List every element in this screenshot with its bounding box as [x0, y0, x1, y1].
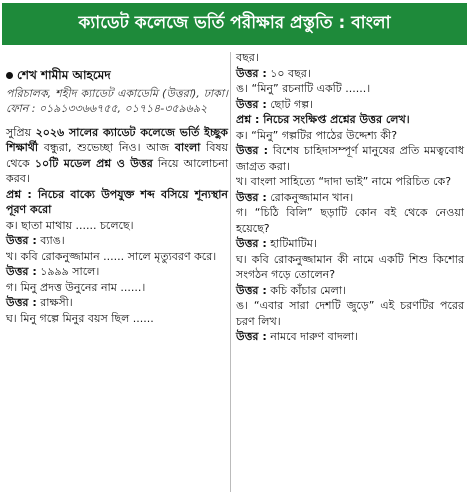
banner-title: ক্যাডেট কলেজে ভর্তি পরীক্ষার প্রস্তুতি : বাংলা — [78, 13, 391, 33]
answer-uma: উত্তর : ছোট গল্প। — [236, 97, 314, 111]
author-info: পরিচালক, শহীদ ক্যাডেট একাডেমি (উত্তরা), ঢাকা। ফোন : ০১৯১৩৩৬৬৭৫৫, ০১৭১৪-৩৫৯৬৯২ — [6, 86, 228, 115]
short-answer-uma: উত্তর : নামবে দারুণ বাদলা। — [236, 330, 359, 343]
column-divider — [230, 52, 231, 492]
answer-kha: উত্তর : ১৯৯৯ সালে। — [6, 265, 100, 278]
answer-ka: উত্তর : ব্যাঙ। — [6, 234, 65, 247]
left-column — [6, 48, 228, 326]
short-question-ka: ক। “মিনু” গল্পটির পাঠের উদ্দেশ্য কী? — [236, 128, 398, 142]
short-answer-ga: উত্তর : হাটিমাটিম। — [236, 237, 317, 250]
question-gha: ঘ। মিনু গল্পে মিনুর বয়স ছিল ...... — [6, 311, 154, 325]
short-answer-gha: উত্তর : কচি কাঁচার মেলা। — [236, 283, 346, 297]
section-fill-blanks-title: প্রশ্ন : নিচের বাক্যে উপযুক্ত শব্দ বসিয়ে শূন্যস্থান পূরণ করো — [6, 187, 228, 216]
question-gha-continued: বছর। — [236, 51, 259, 64]
short-question-gha: ঘ। কবি রোকনুজ্জামান কী নামে একটি শিশু কিশোর সংগঠন গড়ে তোলেন? — [236, 252, 464, 281]
answer-gha: উত্তর : ১০ বছর। — [236, 66, 311, 80]
short-question-uma: ঙ। “এবার সারা দেশটি জুড়ে” এই চরণটির পরের চরণ লিখ। — [236, 299, 464, 328]
question-uma: ঙ। “মিনু” রচনাটি একটি ......। — [236, 82, 371, 95]
short-question-kha: খ। বাংলা সাহিত্যে “দাদা ভাই” নামে পরিচিত কে? — [236, 175, 452, 188]
question-ga: গ। মিনু প্রদত্ত উনুনের নাম ......। — [6, 280, 146, 294]
short-question-ga: গ। “চিঠি বিলি” ছড়াটি কোন বই থেকে নেওয়া হয়েছে? — [236, 206, 464, 235]
question-ka: ক। ছাতা মাথায় ...... চলেছে। — [6, 218, 134, 232]
short-answer-ka: উত্তর : বিশেষ চাহিদাসম্পূর্ণ মানুষের প্রতি মমত্ববোধ জাগ্রত করা। — [236, 144, 464, 173]
article-banner — [2, 3, 467, 45]
author-name: শেখ শামীম আহমেদ — [6, 68, 228, 84]
right-column — [236, 50, 464, 345]
section-short-questions-title: প্রশ্ন : নিচের সংক্ষিপ্ত প্রশ্নের উত্তর লেখ। — [236, 113, 410, 126]
answer-ga: উত্তর : রাক্ষসী। — [6, 296, 73, 309]
question-kha: খ। কবি রোকনুজ্জামান ...... সালে মৃত্যুবরণ করে। — [6, 249, 217, 263]
bullet-icon — [6, 72, 13, 79]
intro-paragraph: সুপ্রিয় ২০২৬ সালের ক্যাডেট কলেজে ভর্তি ইচ্ছুক শিক্ষার্থী বন্ধুরা, শুভেচ্ছা নিও। আজ বাংলা বিষয় থেকে ১০টি মডেল প্রশ্ন ও উত্তর নিয়ে আলোচনা করব। — [6, 125, 229, 185]
short-answer-kha: উত্তর : রোকনুজ্জামান খান। — [236, 190, 354, 204]
